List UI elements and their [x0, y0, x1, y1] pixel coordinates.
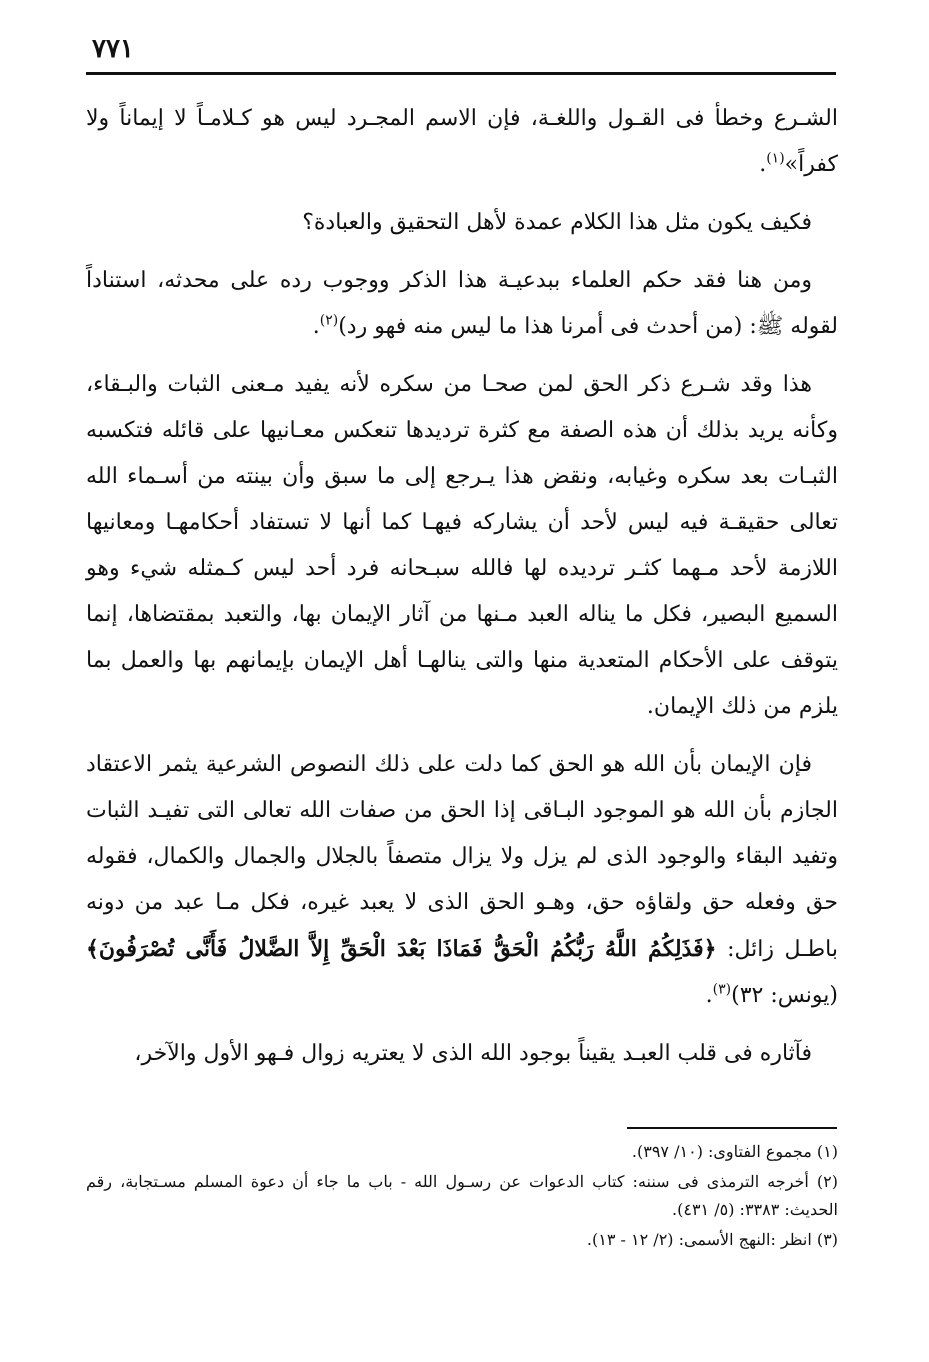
paragraph-text: الشـرع وخطأ فى القـول واللغـة، فإن الاسم المجـرد ليس هو كـلامـاً لا إيماناً ولا كفراً» [86, 106, 838, 177]
verse-reference: (يونس: ٣٢) [731, 983, 838, 1008]
footnote: (٣) انظر :النهج الأسمى: (٢/ ١٢ - ١٣). [586, 1230, 838, 1249]
footnote-marker: (١) [766, 150, 785, 167]
paragraph [86, 1031, 838, 1077]
paragraph [86, 200, 838, 246]
paragraph [86, 362, 838, 730]
footnote-rule [627, 1127, 837, 1129]
paragraph [86, 96, 838, 188]
paragraph-text: فكيف يكون مثل هذا الكلام عمدة لأهل التحقيق والعبادة؟ [302, 210, 812, 235]
paragraph-text: ومن هنا فقد حكم العلماء ببدعيـة هذا الذكر ووجوب رده على محدثه، استناداً لقوله ﷺ: (من أحدث فى أمرنا هذا ما ليس منه فهو رد) [86, 268, 838, 339]
quran-verse: ﴿فَذَلِكُمُ اللَّهُ رَبُّكُمُ الْحَقُّ فَمَاذَا بَعْدَ الْحَقِّ إِلاَّ الضَّلالُ فَأَنَّى تُصْرَفُونَ﴾ [86, 936, 717, 962]
footnote-marker: (٢) [319, 312, 339, 329]
header-rule [86, 72, 836, 75]
footnote-marker: (٣) [712, 981, 732, 998]
paragraph-tail: . [705, 983, 713, 1008]
page-number: ٧٧١ [92, 34, 134, 64]
paragraph-tail: . [312, 314, 320, 339]
paragraph [86, 258, 838, 350]
paragraph [86, 742, 838, 1019]
footnote: (٢) أخرجه الترمذى فى سننه: كتاب الدعوات عن رسـول الله - باب ما جاء أن دعوة المسلم مسـتجابة، رقم الحديث: ٣٣٨٣: (٥/ ٤٣١). [86, 1172, 838, 1219]
paragraph-text: فإن الإيمان بأن الله هو الحق كما دلت على ذلك النصوص الشرعية يثمر الاعتقاد الجازم بأن الله هو الموجود البـاقى إذا الحق من صفات الله تعالى التى تفيـد الثبات وتفيد البقاء والوجود الذى لم يزل ولا يزال متصفاً بالجلال والجمال والكمال، فقوله حق وفعله حق ولقاؤه حق، وهـو الحق الذى لا يعبد غيره، فكل مـا عبد من دونه باطـل زائل: [86, 752, 839, 962]
paragraph-text: فآثاره فى قلب العبـد يقيناً بوجود الله الذى لا يعتريه زوال فـهو الأول والآخر، [134, 1041, 812, 1066]
paragraph-text: هذا وقد شـرع ذكر الحق لمن صحـا من سكره لأنه يفيد مـعنى الثبات والبـقاء، وكأنه يريد بذلك أن هذه الصفة مع كثرة ترديدها تنعكس معـانيها على قائله فتكسبه الثبـات بعد سكره وغيابه، ونقض هذا يـرجع إلى ما سبق وأن بينته من أسـماء الله تعالى حقيقـة فيه ليس لأحد أن يشاركه فيهـا كما أنها لا تستفاد أحكامهـا ومعانيها اللازمة لأحد مـهما كثـر ترديده لها فالله سبـحانه فرد أحد ليس كـمثله شيء وهو السميع البصير، فكل ما يناله العبد مـنها من آثار الإيمان بها، والتعبد بمقتضاها، إنما يتوقف على الأحكام المتعدية منها والتى ينالهـا أهل الإيمان بإيمانهم بها والعمل بما يلزم من ذلك الإيمان. [86, 372, 838, 719]
paragraph-tail: . [759, 152, 767, 177]
footnotes [86, 1138, 838, 1256]
footnote: (١) مجموع الفتاوى: (١٠/ ٣٩٧). [631, 1142, 838, 1161]
main-text [86, 96, 838, 1089]
